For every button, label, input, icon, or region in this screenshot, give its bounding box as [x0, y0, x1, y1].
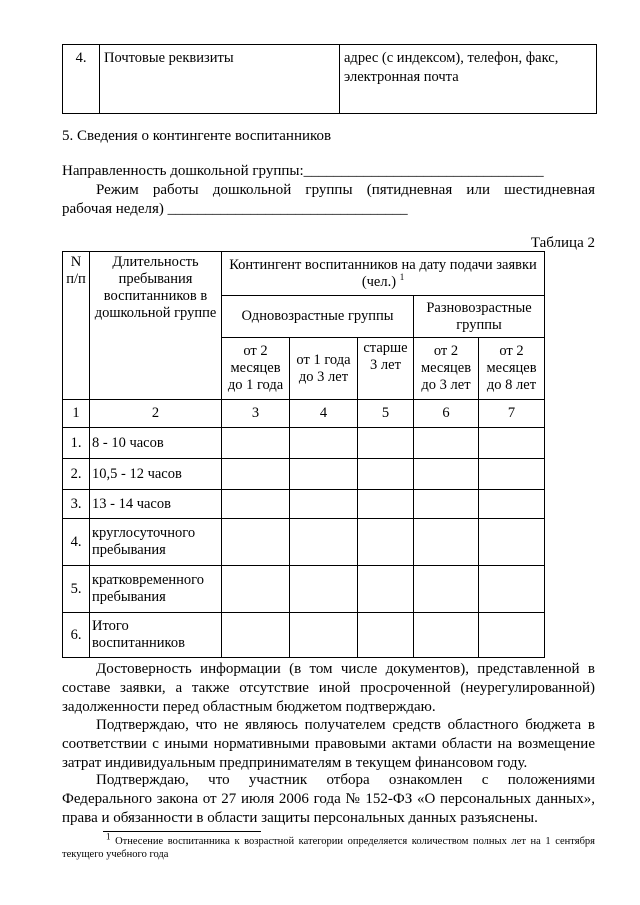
mode-line-1: Режим работы дошкольной группы (пятидневная или шестидневная: [96, 182, 595, 198]
header-mixed-age: Разновозрастные группы: [414, 296, 545, 338]
cell: [222, 490, 290, 519]
row-label: 13 - 14 часов: [90, 490, 222, 519]
cell: [358, 490, 414, 519]
mode-line-2: рабочая неделя) ________________________________: [62, 201, 408, 217]
table-row: [63, 490, 545, 519]
column-number: 5: [358, 400, 414, 428]
column-number: 1: [63, 400, 90, 428]
cell: [358, 459, 414, 490]
header-same-age: Одновозрастные группы: [222, 296, 414, 338]
cell: [290, 428, 358, 459]
cell: [290, 566, 358, 613]
cell: [290, 613, 358, 658]
cell: [414, 519, 479, 566]
cell: [414, 613, 479, 658]
cell: [290, 490, 358, 519]
table-row: [63, 428, 545, 459]
subheader-cell: от 2 месяцев до 3 лет: [414, 338, 479, 400]
table-caption: Таблица 2: [530, 235, 595, 251]
subheader-cell: старше 3 лет: [358, 338, 414, 400]
column-number: 7: [479, 400, 545, 428]
row-label: Итого воспитанников: [90, 613, 222, 658]
cell: [479, 428, 545, 459]
cell: [358, 566, 414, 613]
cell: [290, 459, 358, 490]
row-number: 4.: [63, 519, 90, 566]
header-duration: Длительность пребывания воспитанников в дошкольной группе: [90, 252, 222, 400]
column-number-row: [63, 400, 545, 428]
cell: [414, 459, 479, 490]
header-contingent: [222, 252, 545, 296]
cell: [479, 459, 545, 490]
column-number: 2: [90, 400, 222, 428]
row-number: 1.: [63, 428, 90, 459]
column-number: 4: [290, 400, 358, 428]
cell: [222, 428, 290, 459]
row-number: 6.: [63, 613, 90, 658]
cell: [358, 519, 414, 566]
row-label: 8 - 10 часов: [90, 428, 222, 459]
footnote: [62, 831, 595, 861]
cell: [358, 613, 414, 658]
cell: [414, 428, 479, 459]
footnote-mark: 1: [106, 831, 111, 842]
cell: [479, 519, 545, 566]
footnote-ref: 1: [399, 271, 405, 282]
table-row: [63, 45, 597, 114]
subheader-cell: от 1 года до 3 лет: [290, 338, 358, 400]
paragraph-not-recipient: Подтверждаю, что не являюсь получателем средств областного бюджета в соответствии с иными нормативными правовыми актами области на возмещение затрат индивидуальным предпринимателям в текущем финансовом году.: [62, 717, 595, 771]
row-label: круглосуточного пребывания: [90, 519, 222, 566]
row-label: Почтовые реквизиты: [100, 45, 340, 114]
header-contingent-text: Контингент воспитанников на дату подачи заявки (чел.): [229, 256, 537, 290]
column-number: 6: [414, 400, 479, 428]
table-row: [63, 459, 545, 490]
footnote-divider: [103, 831, 261, 832]
cell: [479, 613, 545, 658]
row-number: 4.: [63, 45, 100, 114]
paragraph-personal-data: Подтверждаю, что участник отбора ознакомлен с положениями Федерального закона от 27 июля 2006 года № 152-ФЗ «О персональных данных», права и обязанности в области защиты персональных данных разъяснены.: [62, 772, 595, 826]
subheader-cell: от 2 месяцев до 1 года: [222, 338, 290, 400]
cell: [479, 490, 545, 519]
table-row: [63, 519, 545, 566]
row-number: 5.: [63, 566, 90, 613]
cell: [414, 490, 479, 519]
contingent-table: [62, 251, 545, 658]
direction-line: Направленность дошкольной группы:________________________________: [62, 163, 544, 179]
cell: [290, 519, 358, 566]
header-num: N п/п: [63, 252, 90, 400]
table-row: [63, 613, 545, 658]
cell: [222, 613, 290, 658]
postal-details-table: [62, 44, 597, 114]
cell: [222, 566, 290, 613]
cell: [222, 459, 290, 490]
column-number: 3: [222, 400, 290, 428]
cell: [222, 519, 290, 566]
row-number: 2.: [63, 459, 90, 490]
row-number: 3.: [63, 490, 90, 519]
subheader-cell: от 2 месяцев до 8 лет: [479, 338, 545, 400]
cell: [358, 428, 414, 459]
paragraph-reliability: Достоверность информации (в том числе документов), представленной в составе заявки, а также отсутствие иной просроченной (неурегулированной) задолженности перед областным бюджетом подтверждаю.: [62, 661, 595, 715]
row-label: 10,5 - 12 часов: [90, 459, 222, 490]
cell: [414, 566, 479, 613]
table-row: [63, 566, 545, 613]
footnote-text: Отнесение воспитанника к возрастной категории определяется количеством полных лет на 1 сентября текущего учебного года: [62, 836, 595, 860]
row-value: адрес (с индексом), телефон, факс, электронная почта: [340, 45, 597, 114]
header-row: [63, 252, 545, 296]
cell: [479, 566, 545, 613]
row-label: кратковременного пребывания: [90, 566, 222, 613]
section-title: 5. Сведения о контингенте воспитанников: [62, 128, 332, 144]
